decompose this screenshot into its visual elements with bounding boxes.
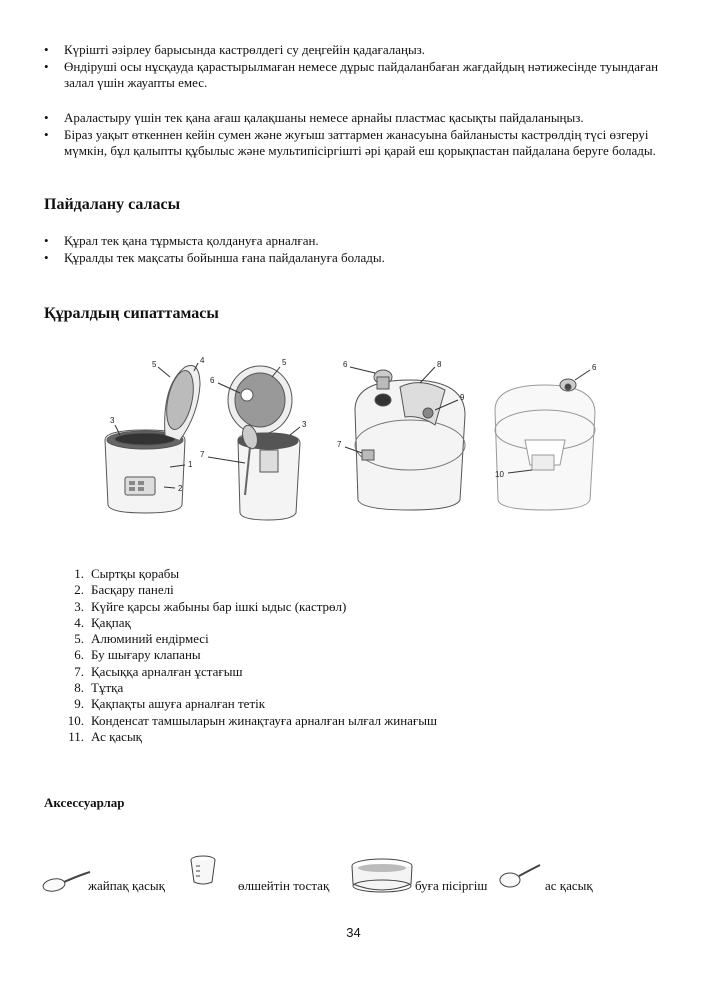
inner-pot-figure [200,358,307,520]
callout-5b: 5 [282,358,287,367]
part-item: 8. Тұтқа [74,680,124,696]
callout-3b: 3 [302,420,307,429]
callout-10: 10 [495,470,504,479]
callout-6c: 6 [592,363,597,372]
part-item: 6. Бу шығару клапаны [74,647,201,663]
bullet-item: • Құралды тек мақсаты бойынша ғана пайдалануға болады. [44,250,668,267]
measuring-cup-icon [191,856,215,884]
usage-heading: Пайдалану саласы [44,196,181,213]
description-heading: Құралдың сипаттамасы [44,305,219,322]
callout-6b: 6 [343,360,348,369]
callout-6: 6 [210,376,215,385]
part-item: 11. Ас қасық [68,728,142,744]
bullet-item: • Күрішті әзірлеу барысында кастрөлдегі су деңгейін қадағалаңыз. [44,42,668,59]
accessory-label: жайпақ қасық [88,878,165,893]
flat-spoon-icon [42,872,90,893]
bullet-item: • Біраз уақыт өткеннен кейін сумен және жуғыш заттармен жанасуына байланысты кастрөлдің түсі өзгеруі мүмкін, бұл қалыпты құбылыс және мультипісіргішті әрі қарай еш қорықпастан пайдалана беруге болады. [44,127,668,160]
closed-cooker-figure [337,360,465,510]
part-item: 3. Күйге қарсы жабыны бар ішкі ыдыс (кастрөл) [74,598,347,614]
bullet-item: • Құрал тек қана тұрмыста қолдануға арналған. [44,233,668,250]
accessories-heading: Аксессуарлар [44,795,125,810]
part-item: 7. Қасыққа арналған ұстағыш [74,663,243,679]
part-item: 4. Қақпақ [74,614,131,630]
accessory-label: өлшейтін тостақ [238,878,330,893]
usage-bullet-list [44,233,668,266]
part-item: 10. Конденсат тамшыларын жинақтауға арналған ылғал жинағыш [67,712,438,728]
appliance-illustrations [100,355,600,545]
callout-2: 2 [178,484,183,493]
top-bullet-list [44,42,668,92]
bullet-item: • Өндіруші осы нұсқауда қарастырылмаған немесе дұрыс пайдаланбаған жағдайдың нәтижесінде туындаған залал үшін жауапты емес. [44,59,668,92]
rear-cooker-figure [495,363,597,510]
callout-9: 9 [460,393,465,402]
soup-spoon-icon [500,865,540,887]
steamer-icon [352,859,412,892]
care-bullet-list [44,110,668,160]
open-cooker-figure [105,356,205,513]
part-item: 5. Алюминий ендірмесі [74,631,209,647]
callout-8: 8 [437,360,442,369]
callout-7: 7 [200,450,205,459]
accessory-label: ас қасық [545,878,593,893]
part-item: 2. Басқару панелі [74,582,174,598]
callout-7b: 7 [337,440,342,449]
callout-4: 4 [200,356,205,365]
callout-5: 5 [152,360,157,369]
callout-3: 3 [110,416,115,425]
bullet-item: • Араластыру үшін тек қана ағаш қалақшаны немесе арнайы пластмас қасықты пайдаланыңыз. [44,110,668,127]
parts-list [62,566,437,745]
accessory-label: буға пісіргіш [415,878,488,893]
part-item: 9. Қақпақты ашуға арналған тетік [74,696,266,712]
page-number: 34 [346,925,361,940]
part-item: 1. Сыртқы қорабы [74,566,180,581]
callout-1: 1 [188,460,193,469]
